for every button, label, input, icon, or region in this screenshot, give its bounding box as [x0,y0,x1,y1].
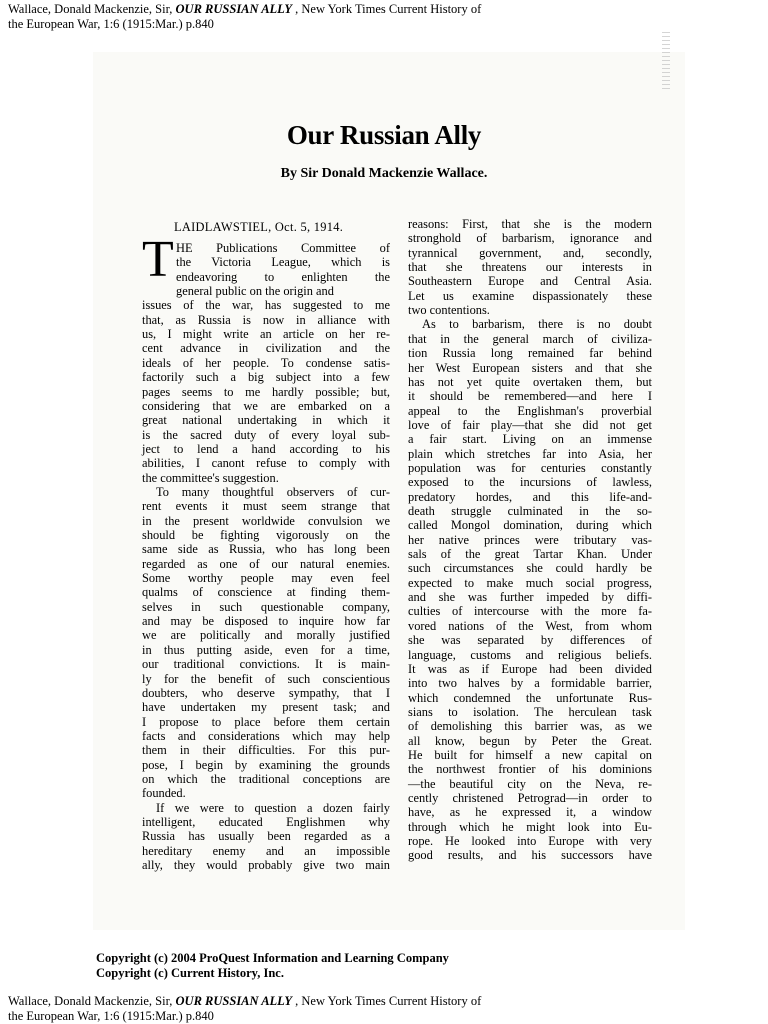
text-line: such circumstances she could hardly be [408,561,652,576]
text-line: and may be disposed to inquire how far [142,614,390,629]
text-line: in thus putting aside, even for a time, [142,642,390,657]
text-line: is the sacred duty of every loyal sub- [142,427,390,442]
text-line: Some worthy people may even feel [142,571,390,586]
text-line: If we were to question a dozen fairly [156,800,390,815]
citation-article: OUR RUSSIAN ALLY [175,994,292,1008]
copyright-current-history: Copyright (c) Current History, Inc. [96,966,284,980]
text-line: considering that we are embarked on a [142,398,390,413]
text-line: have, as he expressed it, a window [408,805,652,820]
text-line: sals of the great Tartar Khan. Under [408,547,652,562]
text-line: selves in such questionable company, [142,599,390,614]
text-line: predatory hordes, and this life-and- [408,489,652,504]
text-line: regarded as one of our natural enemies. [142,556,390,571]
text-line: reasons: First, that she is the modern [408,217,652,231]
text-line: intelligent, educated Englishmen why [142,815,390,829]
citation-footer [8,994,481,1024]
text-line: As to barbarism, there is no doubt [422,317,652,332]
text-line: —the beautiful city on the Neva, re- [408,776,652,791]
text-line: It was as if Europe had been divided [408,661,652,676]
citation-issue: the European War, 1:6 (1915:Mar.) p.840 [8,17,214,31]
text-line: two contentions. [408,303,490,318]
text-line: qualms of conscience at finding them- [142,585,390,600]
text-line: appeal to the Englishman's proverbial [408,403,652,418]
text-line: which condemned the unfortunate Rus- [408,690,652,705]
text-line: our traditional convictions. It is main- [142,657,390,672]
text-line: a fair start. Living on an immense [408,432,652,447]
text-line: she was separated by differences of [408,633,652,648]
text-line: culties of intercourse with the more fa- [408,604,652,619]
text-line: sians to isolation. The herculean task [408,704,652,719]
text-line: on which the traditional conceptions are [142,771,390,786]
text-line: should be fighting vigorously on the [142,528,390,542]
text-line: same side as Russia, who has long been [142,542,390,557]
text-line: them in their difficulties. For this pur- [142,743,390,758]
text-line: ly for the benefit of such conscientious [142,671,390,686]
text-line: He built for himself a new capital on [408,747,652,762]
text-line: endeavoring to enlighten the [176,269,390,284]
text-line: have undertaken my present task; and [142,700,390,715]
text-line: through which he might look into Eu- [408,819,652,834]
text-line: Russia has usually been regarded as a [142,829,390,844]
text-line: the northwest frontier of his dominions [408,762,652,777]
text-line: into two halves by a formidable barrier, [408,676,652,691]
text-line: rent events it must seem strange that [142,499,390,514]
text-line: tion Russia long remained far behind [408,346,652,361]
text-line: that, as Russia is now in alliance with [142,312,390,327]
text-line: has not yet quite overtaken them, but [408,374,652,389]
text-line: her West European sisters and that she [408,360,652,375]
text-line: cent advance in civilization and the [142,341,390,356]
text-line: that in the general march of civiliza- [408,331,652,346]
text-line: factorily such a big subject into a few [142,370,390,385]
citation-source: , New York Times Current History of [292,994,482,1008]
text-line: us, I might write an article on her re- [142,327,390,342]
citation-author: Wallace, Donald Mackenzie, Sir, [8,994,176,1008]
text-line: vored nations of the West, from whom [408,618,652,633]
text-line: Let us examine dispassionately these [408,288,652,303]
text-line: population was for centuries constantly [408,460,652,475]
text-line: rope. He looked into Europe with very [408,834,652,849]
text-line: general public on the origin and [176,284,334,299]
text-line: ally, they would probably give two main [142,858,390,873]
text-line: I propose to place before them certain [142,714,390,729]
text-line: language, customs and religious beliefs. [408,647,652,662]
text-line: good results, and his successors have [408,848,652,863]
text-line: her native princes were tributary vas- [408,532,652,547]
copyright-proquest: Copyright (c) 2004 ProQuest Information and Learning Company [96,951,449,965]
text-line: To many thoughtful observers of cur- [156,484,390,499]
citation-author: Wallace, Donald Mackenzie, Sir, [8,2,176,16]
text-line: the committee's suggestion. [142,470,279,485]
text-line: ideals of her people. To condense satis- [142,355,390,370]
text-line: issues of the war, has suggested to me [142,298,390,313]
text-line: hereditary enemy and an impossible [142,843,390,858]
scan-edge-artifact [662,32,670,92]
text-line: stronghold of barbarism, ignorance and [408,231,652,246]
text-line: in the present worldwide convulsion we [142,513,390,528]
text-line: expected to make much social progress, [408,575,652,590]
drop-cap: T [142,231,174,288]
text-line: all know, begun by Peter the Great. [408,733,652,748]
text-line: pages seems to me hardly possible; but, [142,384,390,399]
article-title: Our Russian Ally [286,120,482,150]
text-line: death struggle culminated in the so- [408,504,652,518]
text-line: founded. [142,786,186,801]
text-line: tyrannical government, and, secondly, [408,245,652,260]
text-line: Southeastern Europe and Central Asia. [408,274,652,289]
text-line: we are politically and morally justified [142,628,390,643]
text-line: called Mongol domination, during which [408,518,652,533]
text-line: the Victoria League, which is [176,255,390,270]
text-line: pose, I begin by examining the grounds [142,757,390,772]
text-line: plain which stretches far into Asia, her [408,446,652,461]
text-line: great national undertaking in which it [142,413,390,428]
text-line: abilities, I canont refuse to comply with [142,456,390,471]
dateline: LAIDLAWSTIEL, Oct. 5, 1914. [174,220,344,234]
text-line: of demolishing this barrier was, as we [408,719,652,734]
citation-article: OUR RUSSIAN ALLY [175,2,292,16]
text-line: HE Publications Committee of [176,241,390,255]
citation-header [8,2,481,32]
text-line: doubters, who deserve sympathy, that I [142,685,390,700]
article-byline: By Sir Donald Mackenzie Wallace. [280,166,488,181]
text-line: cently christened Petrograd—in order to [408,791,652,805]
text-line: it should be remembered—and here I [408,389,652,404]
text-line: love of fair play—that she did not get [408,417,652,432]
citation-issue: the European War, 1:6 (1915:Mar.) p.840 [8,1009,214,1023]
text-line: facts and considerations which may help [142,728,390,743]
text-line: ject to lend a hand according to his [142,441,390,456]
citation-source: , New York Times Current History of [292,2,482,16]
text-line: and she was further impeded by diffi- [408,590,652,605]
text-line: that she threatens our interests in [408,260,652,275]
text-line: exposed to the incursions of lawless, [408,475,652,490]
